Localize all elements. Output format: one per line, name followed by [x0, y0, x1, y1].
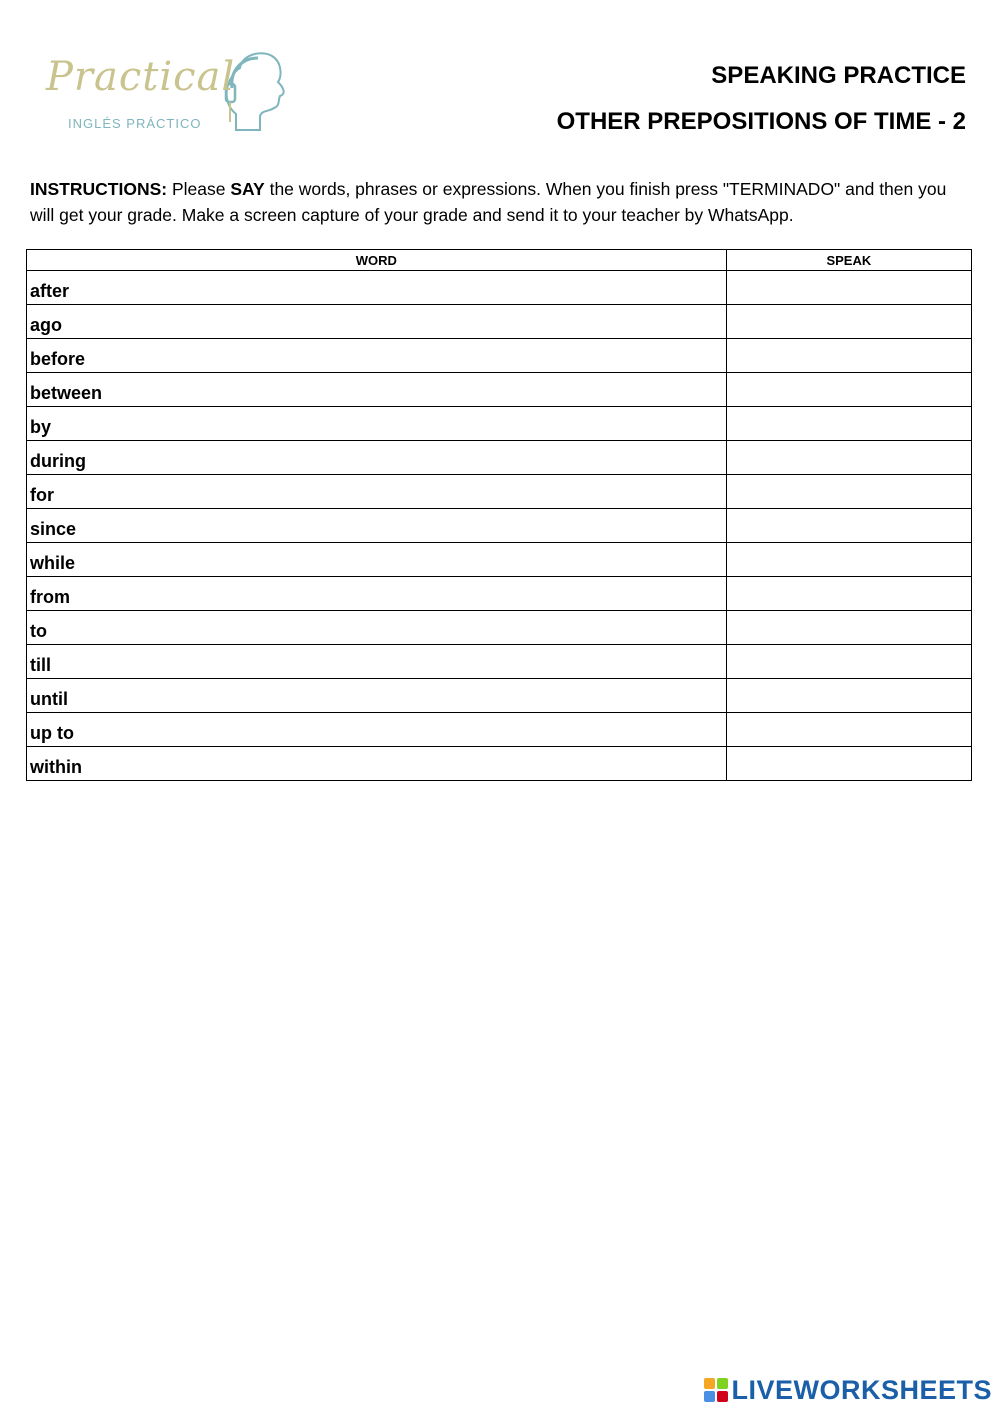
word-cell: [27, 543, 727, 577]
word-cell: [27, 373, 727, 407]
instructions-text-after: the words, phrases or expressions. When you finish press "TERMINADO" and then you will get your grade. Make a screen capture of your grade and send it to your teacher by WhatsApp.: [30, 179, 947, 225]
speak-cell[interactable]: [726, 271, 971, 305]
table-row: [27, 611, 972, 645]
word-text: ago: [30, 315, 63, 335]
word-text: since: [30, 519, 77, 539]
instructions: [30, 176, 970, 228]
word-cell: [27, 305, 727, 339]
word-cell: [27, 713, 727, 747]
speak-cell[interactable]: [726, 679, 971, 713]
word-cell: [27, 679, 727, 713]
word-text: till: [30, 655, 51, 675]
page-title: SPEAKING PRACTICE: [711, 62, 966, 89]
table-row: [27, 645, 972, 679]
speak-cell[interactable]: [726, 373, 971, 407]
table-row: [27, 543, 972, 577]
table-row: [27, 339, 972, 373]
table-row: [27, 271, 972, 305]
liveworksheets-icon: [704, 1378, 728, 1402]
word-cell: [27, 475, 727, 509]
word-text: up to: [30, 723, 74, 743]
speak-cell[interactable]: [726, 713, 971, 747]
word-text: while: [30, 553, 76, 573]
word-text: before: [30, 349, 86, 369]
liveworksheets-brand: LIVEWORKSHEETS: [731, 1374, 992, 1405]
word-cell: [27, 611, 727, 645]
table-row: [27, 475, 972, 509]
word-cell: [27, 577, 727, 611]
speak-cell[interactable]: [726, 577, 971, 611]
word-text: during: [30, 451, 86, 471]
word-text: to: [30, 621, 47, 641]
speak-cell[interactable]: [726, 339, 971, 373]
word-text: by: [30, 417, 52, 437]
table-row: [27, 577, 972, 611]
word-text: until: [30, 689, 68, 709]
word-cell: [27, 509, 727, 543]
practical-logo: [40, 48, 290, 138]
word-cell: [27, 645, 727, 679]
word-column-header: WORD: [27, 250, 727, 271]
speak-cell[interactable]: [726, 543, 971, 577]
speak-cell[interactable]: [726, 509, 971, 543]
word-cell: [27, 747, 727, 781]
word-cell: [27, 339, 727, 373]
table-row: [27, 747, 972, 781]
speak-cell[interactable]: [726, 611, 971, 645]
table-body: [27, 271, 972, 781]
word-cell: [27, 271, 727, 305]
table-row: [27, 305, 972, 339]
logo-tagline: INGLÉS PRÁCTICO: [68, 116, 202, 131]
instructions-emphasis: SAY: [230, 179, 265, 199]
table-row: [27, 441, 972, 475]
table-header-row: [27, 250, 972, 271]
table-row: [27, 373, 972, 407]
word-table: [26, 249, 972, 781]
table-row: [27, 679, 972, 713]
speak-cell[interactable]: [726, 747, 971, 781]
instructions-label: INSTRUCTIONS:: [30, 179, 168, 199]
table-row: [27, 407, 972, 441]
liveworksheets-footer: [704, 1375, 992, 1405]
word-cell: [27, 407, 727, 441]
logo-brand-script: Practical: [46, 54, 236, 100]
speak-cell[interactable]: [726, 305, 971, 339]
word-cell: [27, 441, 727, 475]
speak-cell[interactable]: [726, 407, 971, 441]
word-text: from: [30, 587, 70, 607]
speak-cell[interactable]: [726, 441, 971, 475]
speak-cell[interactable]: [726, 645, 971, 679]
word-text: after: [30, 281, 70, 301]
table-row: [27, 713, 972, 747]
page-subtitle: OTHER PREPOSITIONS OF TIME - 2: [556, 108, 966, 135]
instructions-text-before: Please: [171, 179, 231, 199]
word-text: within: [30, 757, 82, 777]
table-row: [27, 509, 972, 543]
speak-cell[interactable]: [726, 475, 971, 509]
word-text: for: [30, 485, 54, 505]
speak-column-header: SPEAK: [726, 250, 971, 271]
word-text: between: [30, 383, 103, 403]
